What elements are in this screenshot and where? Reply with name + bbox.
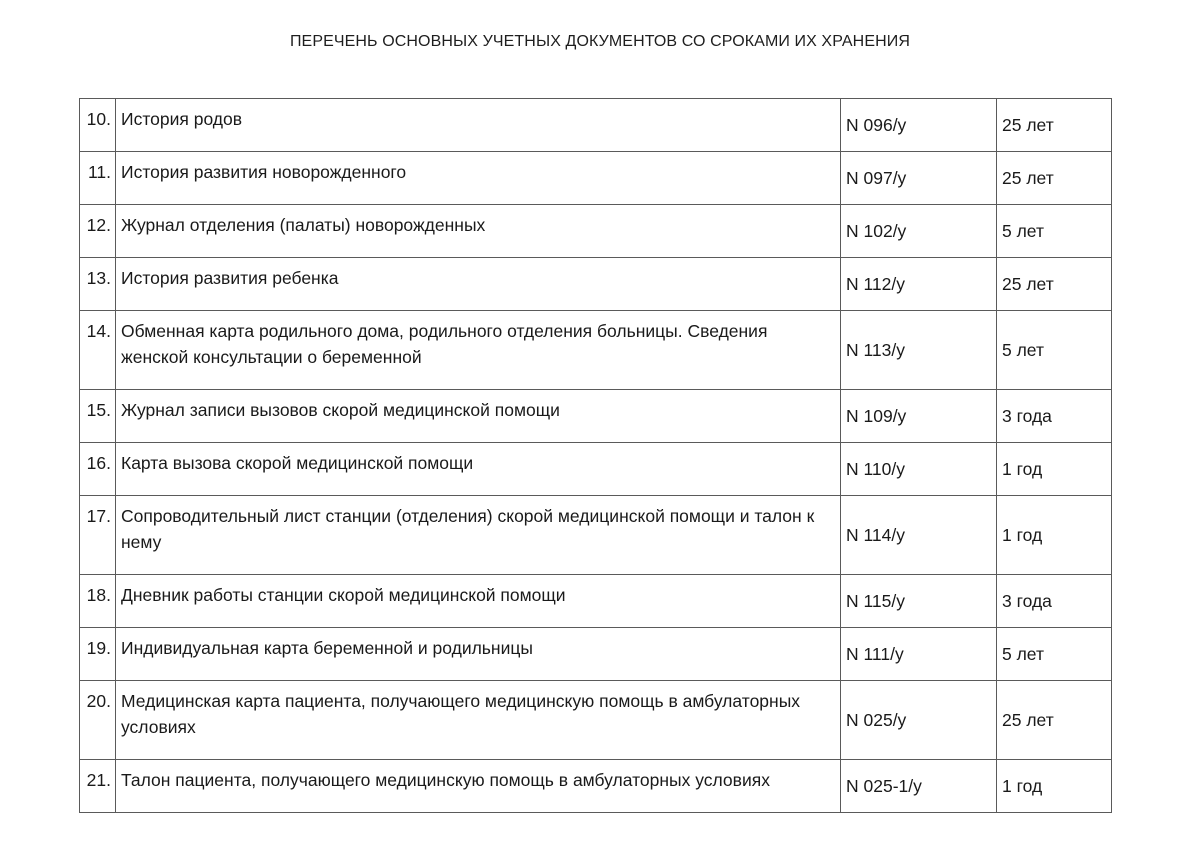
table-row (80, 760, 1112, 813)
row-number: 14. (80, 311, 116, 390)
row-number: 11. (80, 152, 116, 205)
documents-table (79, 98, 1112, 813)
form-number: N 115/у (841, 575, 997, 628)
retention-period: 25 лет (997, 152, 1112, 205)
form-number: N 114/у (841, 496, 997, 575)
retention-period: 1 год (997, 443, 1112, 496)
form-number: N 097/у (841, 152, 997, 205)
document-name: История развития новорожденного (116, 152, 841, 205)
form-number: N 025/у (841, 681, 997, 760)
document-name: Журнал отделения (палаты) новорожденных (116, 205, 841, 258)
row-number: 15. (80, 390, 116, 443)
table-row (80, 99, 1112, 152)
form-number: N 113/у (841, 311, 997, 390)
table-row (80, 390, 1112, 443)
retention-period: 3 года (997, 390, 1112, 443)
form-number: N 111/у (841, 628, 997, 681)
table-row (80, 575, 1112, 628)
document-name: Медицинская карта пациента, получающего медицинскую помощь в амбулаторных условиях (116, 681, 841, 760)
table-row (80, 205, 1112, 258)
row-number: 18. (80, 575, 116, 628)
form-number: N 102/у (841, 205, 997, 258)
row-number: 10. (80, 99, 116, 152)
table-row (80, 628, 1112, 681)
row-number: 17. (80, 496, 116, 575)
form-number: N 096/у (841, 99, 997, 152)
row-number: 21. (80, 760, 116, 813)
document-name: Карта вызова скорой медицинской помощи (116, 443, 841, 496)
table-row (80, 311, 1112, 390)
retention-period: 5 лет (997, 628, 1112, 681)
table-row (80, 496, 1112, 575)
table-row (80, 443, 1112, 496)
retention-period: 1 год (997, 760, 1112, 813)
document-name: История развития ребенка (116, 258, 841, 311)
retention-period: 25 лет (997, 681, 1112, 760)
document-name: Индивидуальная карта беременной и родильницы (116, 628, 841, 681)
table-row (80, 258, 1112, 311)
document-name: Сопроводительный лист станции (отделения) скорой медицинской помощи и талон к нему (116, 496, 841, 575)
document-name: Обменная карта родильного дома, родильного отделения больницы. Сведения женской консультации о беременной (116, 311, 841, 390)
table-row (80, 152, 1112, 205)
document-name: Журнал записи вызовов скорой медицинской помощи (116, 390, 841, 443)
form-number: N 112/у (841, 258, 997, 311)
retention-period: 5 лет (997, 311, 1112, 390)
document-name: История родов (116, 99, 841, 152)
row-number: 13. (80, 258, 116, 311)
row-number: 16. (80, 443, 116, 496)
table-row (80, 681, 1112, 760)
row-number: 20. (80, 681, 116, 760)
form-number: N 109/у (841, 390, 997, 443)
form-number: N 110/у (841, 443, 997, 496)
form-number: N 025-1/у (841, 760, 997, 813)
row-number: 19. (80, 628, 116, 681)
retention-period: 5 лет (997, 205, 1112, 258)
retention-period: 3 года (997, 575, 1112, 628)
row-number: 12. (80, 205, 116, 258)
retention-period: 25 лет (997, 258, 1112, 311)
retention-period: 1 год (997, 496, 1112, 575)
document-name: Талон пациента, получающего медицинскую помощь в амбулаторных условиях (116, 760, 841, 813)
page-title: ПЕРЕЧЕНЬ ОСНОВНЫХ УЧЕТНЫХ ДОКУМЕНТОВ СО СРОКАМИ ИХ ХРАНЕНИЯ (289, 33, 911, 50)
document-name: Дневник работы станции скорой медицинской помощи (116, 575, 841, 628)
retention-period: 25 лет (997, 99, 1112, 152)
